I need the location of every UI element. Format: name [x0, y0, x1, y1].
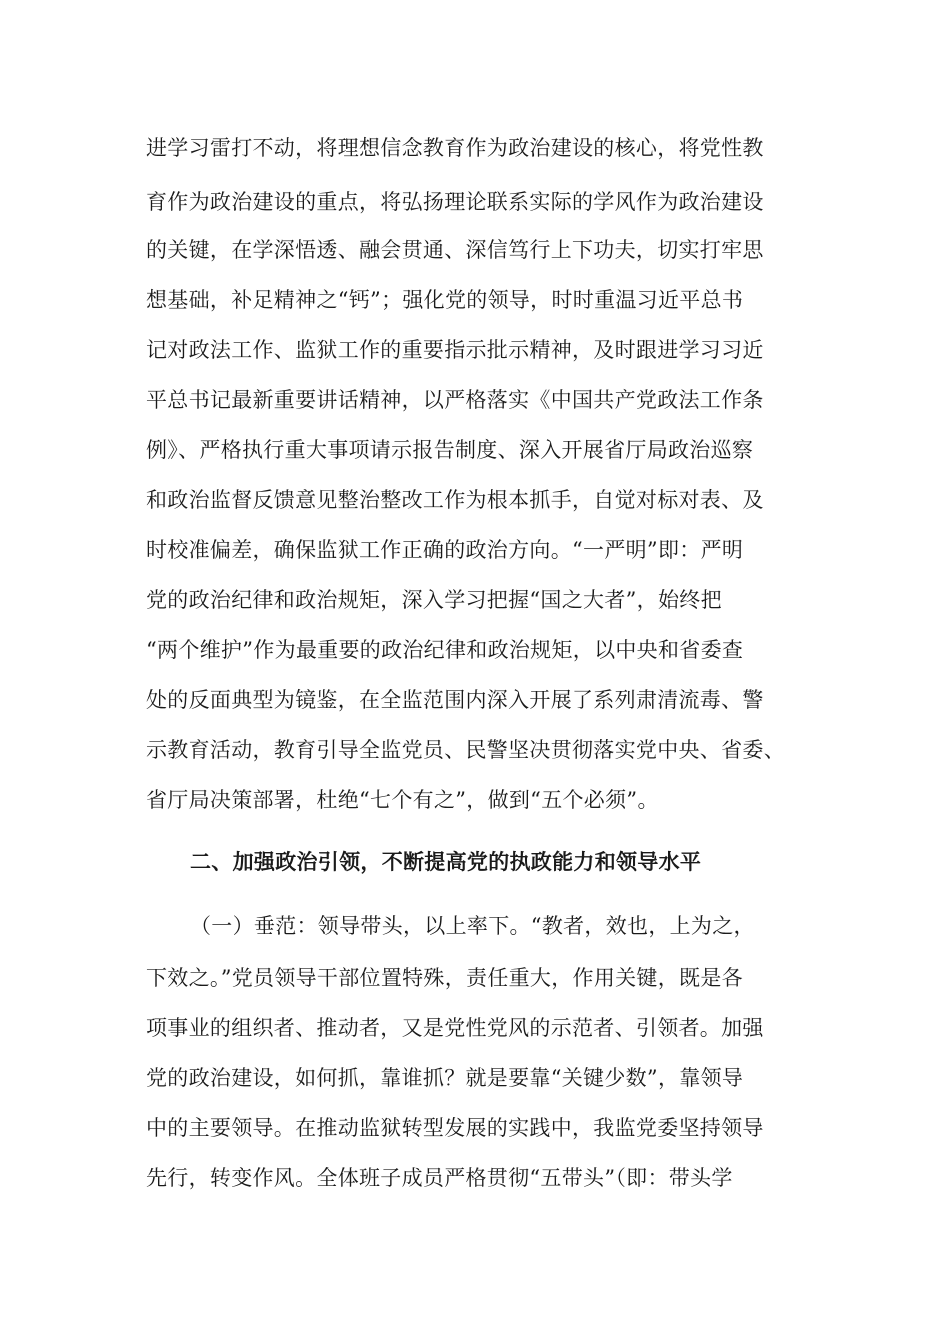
paragraph-line: 例》、严格执行重大事项请示报告制度、深入开展省厅局政治巡察 [146, 438, 754, 462]
paragraph-line: “两个维护”作为最重要的政治纪律和政治规矩，以中央和省委查 [146, 638, 744, 662]
paragraph-line: 处的反面典型为镜鉴，在全监范围内深入开展了系列肃清流毒、警 [146, 688, 764, 712]
paragraph-line: 省厅局决策部署，杜绝“七个有之”，做到“五个必须”。 [146, 788, 659, 812]
paragraph-line: 的关键，在学深悟透、融会贯通、深信笃行上下功夫，切实打牢思 [146, 238, 764, 262]
paragraph-line: 和政治监督反馈意见整治整改工作为根本抓手，自觉对标对表、及 [146, 488, 764, 512]
paragraph-line: 党的政治建设，如何抓，靠谁抓？就是要靠“关键少数”，靠领导 [146, 1066, 744, 1090]
paragraph-line: （一）垂范：领导带头，以上率下。“教者，效也，上为之， [190, 914, 755, 938]
paragraph-line: 示教育活动，教育引导全监党员、民警坚决贯彻落实党中央、省委、 [146, 738, 785, 762]
paragraph-line: 先行，转变作风。全体班子成员严格贯彻“五带头”（即：带头学 [146, 1166, 733, 1190]
paragraph-line: 记对政法工作、监狱工作的重要指示批示精神，及时跟进学习习近 [146, 338, 764, 362]
paragraph-line: 下效之。”党员领导干部位置特殊，责任重大，作用关键，既是各 [146, 966, 743, 990]
paragraph-line: 时校准偏差，确保监狱工作正确的政治方向。“一严明”即：严明 [146, 538, 744, 562]
paragraph-line: 育作为政治建设的重点，将弘扬理论联系实际的学风作为政治建设 [146, 190, 764, 214]
paragraph-line: 中的主要领导。在推动监狱转型发展的实践中，我监党委坚持领导 [146, 1116, 764, 1140]
paragraph-line: 平总书记最新重要讲话精神，以严格落实《中国共产党政法工作条 [146, 388, 764, 412]
paragraph-line: 想基础，补足精神之“钙”；强化党的领导，时时重温习近平总书 [146, 288, 744, 312]
paragraph-line: 进学习雷打不动，将理想信念教育作为政治建设的核心，将党性教 [146, 136, 764, 160]
paragraph-line: 党的政治纪律和政治规矩，深入学习把握“国之大者”，始终把 [146, 588, 722, 612]
paragraph-line: 项事业的组织者、推动者，又是党性党风的示范者、引领者。加强 [146, 1016, 764, 1040]
section-heading: 二、加强政治引领，不断提高党的执政能力和领导水平 [190, 849, 702, 874]
